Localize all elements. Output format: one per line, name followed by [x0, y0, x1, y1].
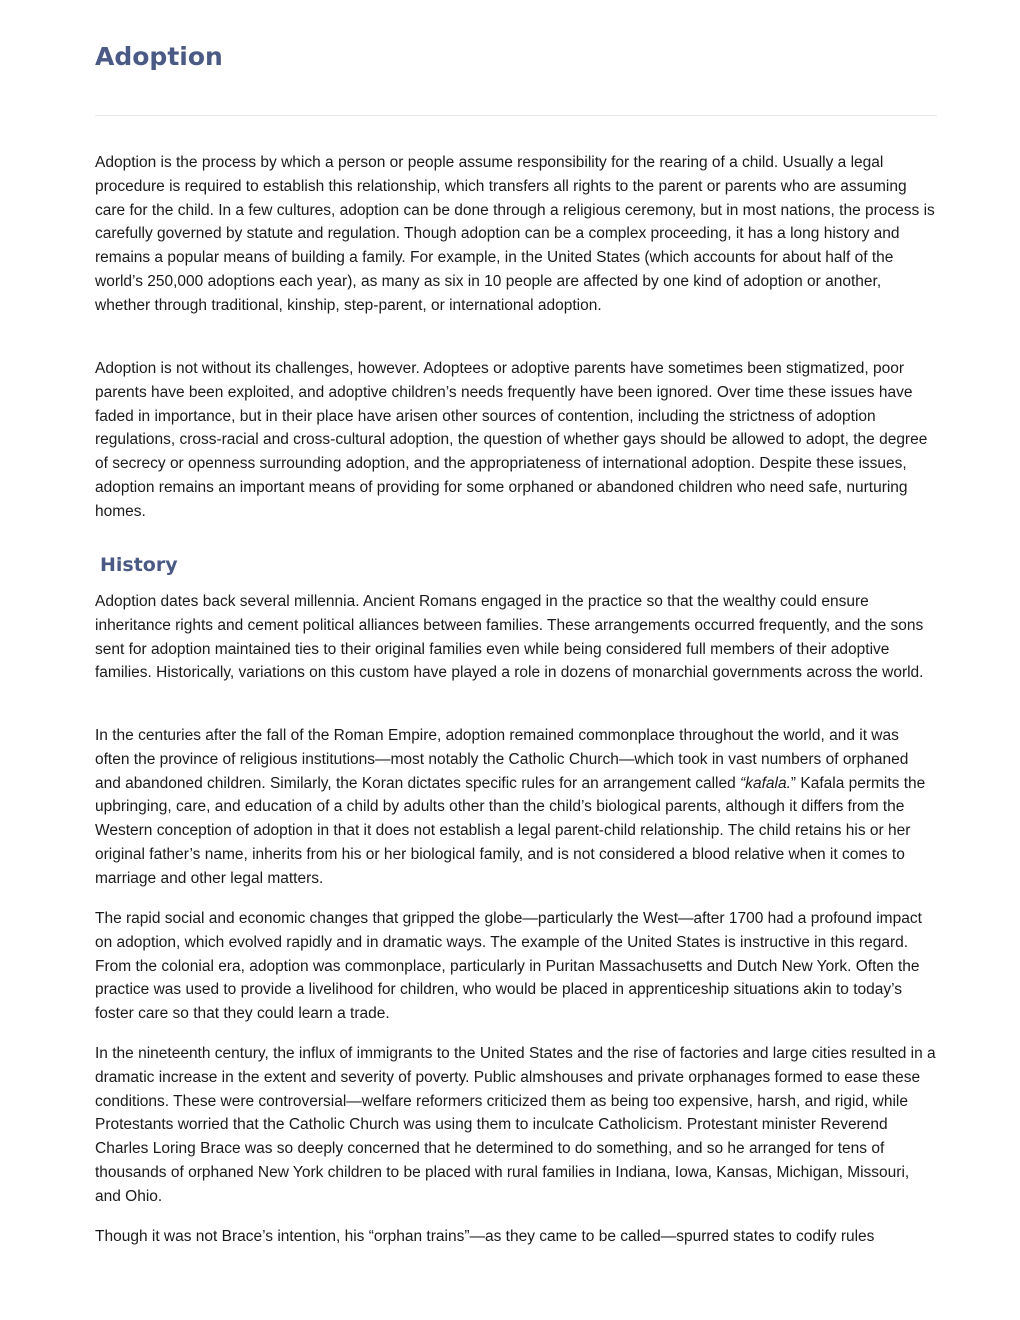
intro-paragraph-2: Adoption is not without its challenges, however. Adoptees or adoptive parents have sometimes been stigmatized, poor parents have been exploited, and adoptive children’s needs frequently have been ignored. Over time these issues have faded in importance, but in their place have arisen other sources of contention, including the strictness of adoption regulations, cross-racial and cross-cultural adoption, the question of whether gays should be allowed to adopt, the degree of secrecy or openness surrounding adoption, and the appropriateness of international adoption. Despite these issues, adoption remains an important means of providing for some orphaned or abandoned children who need safe, nurturing homes. — [95, 360, 928, 520]
history-paragraph-3: The rapid social and economic changes that gripped the globe—particularly the West—after 1700 had a profound impact on adoption, which evolved rapidly and in dramatic ways. The example of the United States is instructive in this regard. From the colonial era, adoption was commonplace, particularly in Puritan Massachusetts and Dutch New York. Often the practice was used to provide a livelihood for children, who would be placed in apprenticeship situations akin to today’s foster care so that they could learn a trade. — [95, 910, 922, 1023]
history-paragraph-2-text-a: In the centuries after the fall of the Roman Empire, adoption remained commonplace throughout the world, and it was often the province of religious institutions—most notably the Catholic Church—which took in vast numbers of orphaned and abandoned children. Similarly, the Koran dictates specific rules for an arrangement called — [95, 727, 909, 792]
history-paragraph-1: Adoption dates back several millennia. Ancient Romans engaged in the practice so that the wealthy could ensure inheritance rights and cement political alliances between families. These arrangements occurred frequently, and the sons sent for adoption maintained ties to their original families even while being considered full members of their adoptive families. Historically, variations on this custom have played a role in dozens of monarchial governments across the world. — [95, 593, 924, 682]
section-heading-history: History — [100, 554, 178, 576]
page-title: Adoption — [95, 42, 223, 71]
history-paragraph-2 — [95, 724, 937, 891]
history-paragraph-5: Though it was not Brace’s intention, his “orphan trains”—as they came to be called—spurred states to codify rules — [95, 1228, 875, 1245]
history-paragraph-4: In the nineteenth century, the influx of immigrants to the United States and the rise of factories and large cities resulted in a dramatic increase in the extent and severity of poverty. Public almshouses and private orphanages formed to ease these conditions. These were controversial—welfare reformers criticized them as being too expensive, harsh, and rigid, while Protestants worried that the Catholic Church was using them to inculcate Catholicism. Protestant minister Reverend Charles Loring Brace was so deeply concerned that he determined to do something, and so he arranged for tens of thousands of orphaned New York children to be placed with rural families in Indiana, Iowa, Kansas, Michigan, Missouri, and Ohio. — [95, 1045, 936, 1205]
title-divider — [95, 115, 937, 116]
history-paragraph-2-text-b: ” Kafala permits the upbringing, care, and education of a child by adults other than the child’s biological parents, although it differs from the Western conception of adoption in that it does not establish a legal parent-child relationship. The child retains his or her original father’s name, inherits from his or her biological family, and is not considered a blood relative when it comes to marriage and other legal matters. — [95, 774, 926, 887]
kafala-term: “kafala. — [740, 774, 791, 792]
intro-paragraph-1: Adoption is the process by which a person or people assume responsibility for the rearing of a child. Usually a legal procedure is required to establish this relationship, which transfers all rights to the parent or parents who are assuming care for the child. In a few cultures, adoption can be done through a religious ceremony, but in most nations, the process is carefully governed by statute and regulation. Though adoption can be a complex proceeding, it has a long history and remains a popular means of building a family. For example, in the United States (which accounts for about half of the world’s 250,000 adoptions each year), as many as six in 10 people are affected by one kind of adoption or another, whether through traditional, kinship, step-parent, or international adoption. — [95, 154, 935, 314]
